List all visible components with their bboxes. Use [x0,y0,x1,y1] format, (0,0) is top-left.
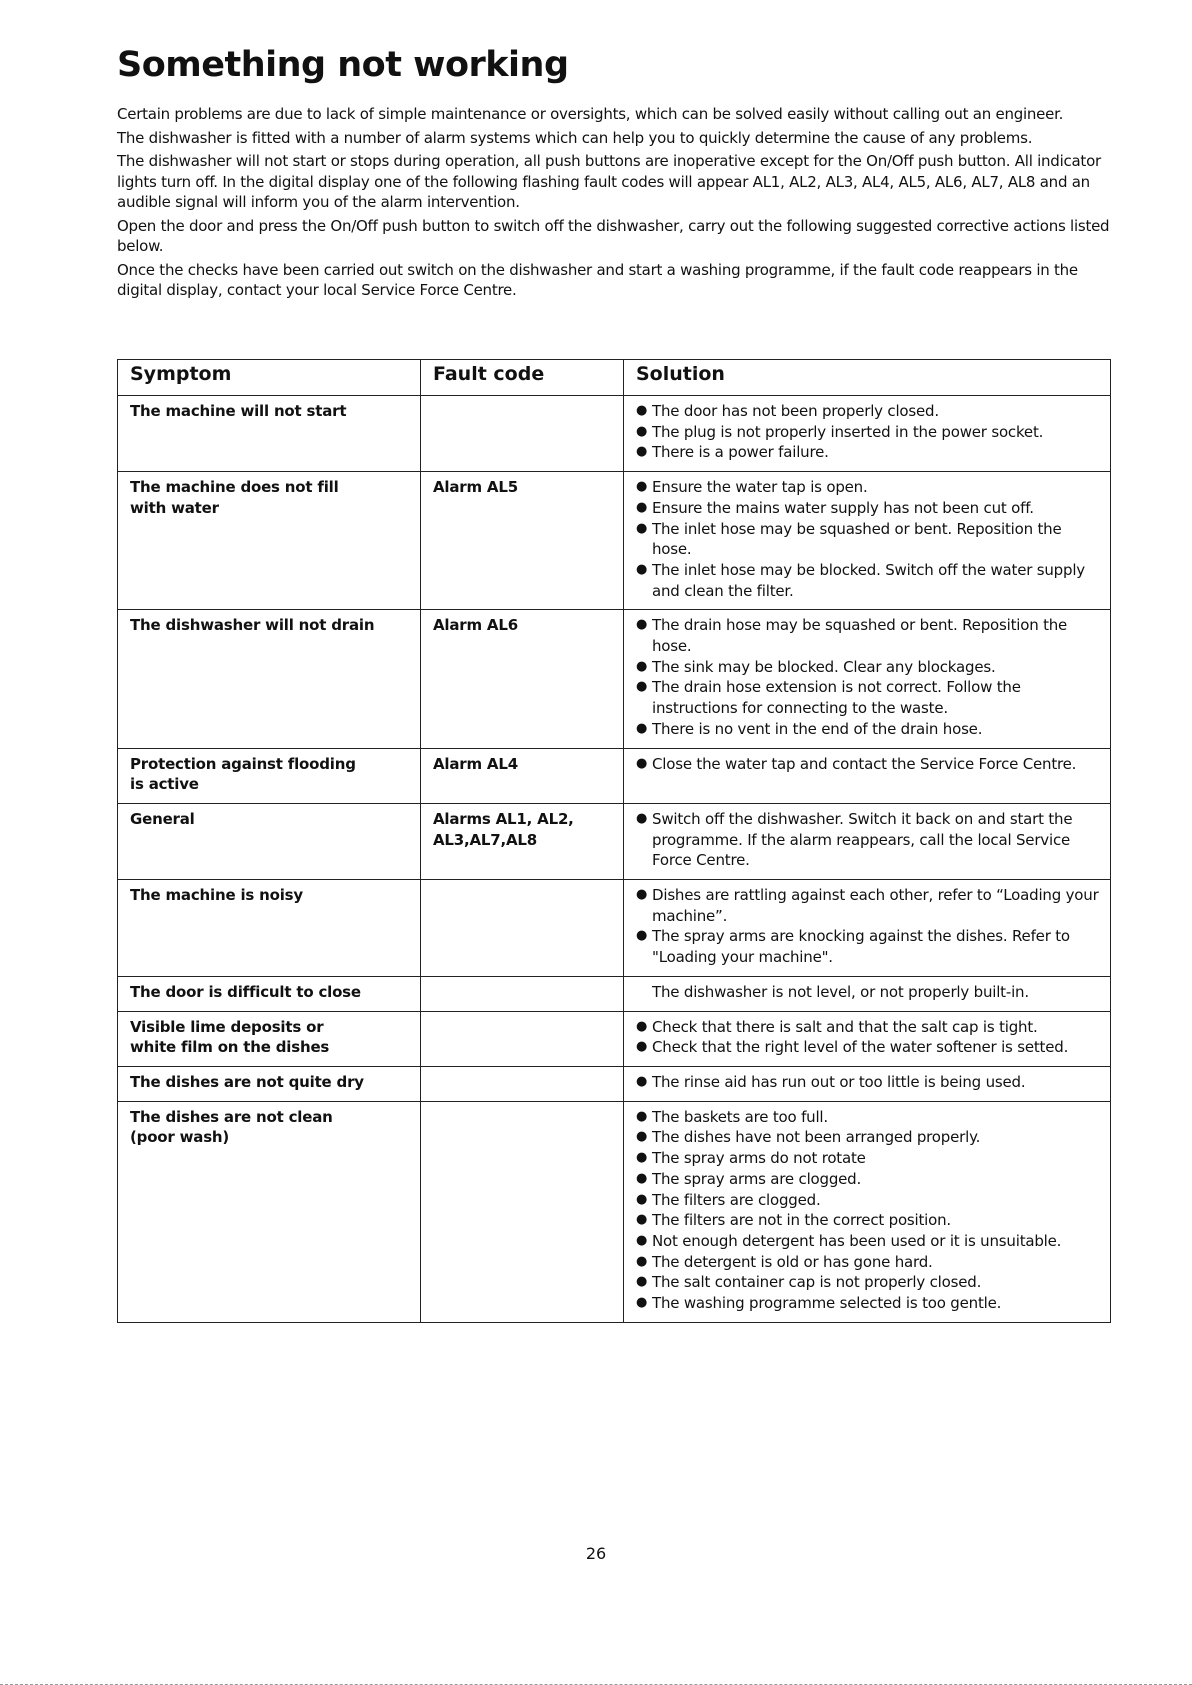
solution-cell [624,976,1111,1011]
list-item [636,1252,1104,1273]
solution-text: The drain hose extension is not correct. Follow the instructions for connecting to the waste. [652,678,1021,718]
solution-list [636,809,1104,871]
solution-text: The rinse aid has run out or too little is being used. [652,1072,1026,1091]
bullet-icon: ● [636,1108,648,1124]
fault-code-cell [421,976,624,1011]
bullet-icon: ● [636,720,648,736]
solution-cell [624,396,1111,472]
list-item [636,1072,1104,1093]
solution-text: The door has not been properly closed. [652,402,939,420]
solution-text: The filters are not in the correct position. [652,1211,952,1230]
solution-text: Ensure the mains water supply has not been cut off. [652,498,1034,517]
solution-text: The dishes have not been arranged properly. [652,1128,981,1147]
bullet-icon: ● [636,810,648,826]
list-item [636,754,1104,775]
list-item [636,442,1104,463]
solution-list [636,477,1104,601]
table-header-row [118,360,1111,396]
bullet-icon: ● [636,403,648,418]
table-row [118,880,1111,977]
solution-cell [624,803,1111,879]
symptom-text: The machine does not fill [130,478,339,497]
page [117,44,1110,1313]
solution-list [636,401,1104,463]
solution-text: The spray arms do not rotate [652,1149,866,1168]
symptom-text: Visible lime deposits or [130,1017,324,1036]
solution-text: Check that there is salt and that the salt cap is tight. [652,1017,1038,1036]
solution-list [636,885,1104,968]
fault-code-text: Alarm AL4 [433,754,518,773]
solution-text: Switch off the dishwasher. Switch it back on and start the programme. If the alarm reappears, call the local Service Force Centre. [652,809,1073,870]
solution-list [636,1017,1104,1058]
symptom-text: white film on the dishes [130,1038,330,1057]
fault-code-text: AL3,AL7,AL8 [433,830,538,849]
solution-text: Ensure the water tap is open. [652,478,868,497]
column-header-fault-code: Fault code [421,360,624,396]
solution-cell [624,472,1111,610]
list-item [636,719,1104,740]
bullet-icon: ● [636,1274,648,1290]
bullet-icon: ● [636,1018,648,1034]
fault-code-cell [421,748,624,803]
solution-text: The inlet hose may be blocked. Switch off the water supply and clean the filter. [652,560,1085,600]
list-item [636,657,1104,678]
list-item [636,1210,1104,1231]
table-row [118,748,1111,803]
solution-text: The drain hose may be squashed or bent. Reposition the hose. [652,616,1068,656]
bullet-icon: ● [636,1191,648,1207]
solution-text: The salt container cap is not properly closed. [652,1273,982,1292]
list-item [636,926,1104,967]
list-item [636,1272,1104,1293]
symptom-text: The dishwasher will not drain [130,616,375,635]
solution-cell [624,1101,1111,1322]
fault-code-text: Alarm AL6 [433,616,518,635]
list-item [636,519,1104,560]
solution-cell [624,1011,1111,1066]
troubleshooting-table [117,359,1111,1323]
symptom-cell [118,976,421,1011]
solution-text: The filters are clogged. [652,1190,821,1209]
symptom-text: The dishes are not quite dry [130,1072,364,1091]
solution-text: Dishes are rattling against each other, refer to “Loading your machine”. [652,886,1099,925]
list-item [636,560,1104,601]
symptom-cell [118,610,421,748]
bullet-icon: ● [636,479,648,495]
fault-code-cell [421,1101,624,1322]
solution-text: The baskets are too full. [652,1107,828,1126]
table-row [118,1101,1111,1322]
fault-code-text: Alarms AL1, AL2, [433,809,574,828]
bullet-icon: ● [636,1212,648,1228]
column-header-solution: Solution [624,360,1111,396]
table-body [118,396,1111,1323]
symptom-text: General [130,809,195,828]
solution-list [636,1072,1104,1093]
fault-code-cell [421,1011,624,1066]
bullet-icon: ● [636,1073,648,1089]
intro-paragraph: The dishwasher is fitted with a number of alarm systems which can help you to quickly determine the cause of any problems. [117,128,1033,147]
page-title: Something not working [117,45,569,85]
solution-text: The dishwasher is not level, or not properly built-in. [652,982,1029,1001]
bullet-icon: ● [636,1170,648,1186]
solution-cell [624,748,1111,803]
bullet-icon: ● [636,887,648,903]
intro-text [117,104,1110,301]
table-row [118,1011,1111,1066]
solution-text: The plug is not properly inserted in the power socket. [652,422,1044,441]
solution-text: Check that the right level of the water softener is setted. [652,1038,1069,1057]
fault-code-cell [421,396,624,472]
bullet-icon: ● [636,1039,648,1055]
list-item [636,1037,1104,1058]
list-item [636,1017,1104,1038]
fault-code-cell [421,1066,624,1101]
bullet-icon: ● [636,928,648,944]
symptom-text: Protection against flooding [130,754,356,773]
symptom-text: (poor wash) [130,1128,230,1147]
list-item [636,1190,1104,1211]
list-item [636,1127,1104,1148]
list-item [636,401,1104,422]
list-item [636,809,1104,871]
solution-text: Not enough detergent has been used or it is unsuitable. [652,1231,1062,1250]
column-header-symptom: Symptom [118,360,421,396]
fault-code-text: Alarm AL5 [433,478,518,497]
bullet-icon: ● [636,1129,648,1145]
solution-cell [624,610,1111,748]
solution-text: The sink may be blocked. Clear any blockages. [652,657,996,676]
table-row [118,610,1111,748]
list-item [636,1293,1104,1314]
symptom-cell [118,396,421,472]
list-item [636,615,1104,656]
list-item [636,477,1104,498]
list-item [636,498,1104,519]
solution-text: There is a power failure. [652,443,829,462]
bullet-icon: ● [636,1232,648,1248]
symptom-text: is active [130,775,199,794]
page-number: 26 [585,1544,607,1563]
bullet-icon: ● [636,499,648,515]
symptom-cell [118,1101,421,1322]
intro-paragraph: Certain problems are due to lack of simple maintenance or oversights, which can be solved easily without calling out an engineer. [117,105,1064,123]
solution-text: There is no vent in the end of the drain hose. [652,719,983,738]
solution-text: Close the water tap and contact the Service Force Centre. [652,754,1077,773]
symptom-text: The machine is noisy [130,886,303,905]
solution-text: The spray arms are knocking against the dishes. Refer to "Loading your machine". [652,927,1070,967]
symptom-cell [118,880,421,977]
table-row [118,1066,1111,1101]
symptom-cell [118,748,421,803]
solution-list [636,754,1104,775]
fault-code-cell [421,472,624,610]
bullet-icon: ● [636,520,648,536]
solution-text: The detergent is old or has gone hard. [652,1252,933,1271]
symptom-cell [118,472,421,610]
bullet-icon: ● [636,561,648,577]
intro-paragraph: Open the door and press the On/Off push button to switch off the dishwasher, carry out the following suggested corrective actions listed below. [117,216,1110,255]
list-item [636,1107,1104,1128]
solution-list [636,1107,1104,1314]
table-row [118,803,1111,879]
solution-list [636,615,1104,739]
bullet-icon: ● [636,679,648,695]
table-row [118,472,1111,610]
fault-code-cell [421,880,624,977]
fault-code-cell [421,610,624,748]
table-row [118,396,1111,472]
bullet-icon: ● [636,1253,648,1269]
symptom-text: The machine will not start [130,402,347,420]
intro-paragraph: The dishwasher will not start or stops during operation, all push buttons are inoperative except for the On/Off push button. All indicator lights turn off. In the digital display one of the following flashing fault codes will appear AL1, AL2, AL3, AL4, AL5, AL6, AL7, AL8 and an audible signal will inform you of the alarm intervention. [117,152,1101,211]
list-item [636,885,1104,926]
solution-cell [624,880,1111,977]
list-item [636,1169,1104,1190]
bullet-icon: ● [636,617,648,633]
symptom-cell [118,1066,421,1101]
list-item [636,1148,1104,1169]
solution-cell [624,1066,1111,1101]
bullet-icon: ● [636,755,648,771]
intro-paragraph: Once the checks have been carried out switch on the dishwasher and start a washing programme, if the fault code reappears in the digital display, contact your local Service Force Centre. [117,260,1078,299]
solution-text: The washing programme selected is too gentle. [652,1294,1002,1313]
symptom-text: with water [130,498,219,517]
bullet-icon: ● [636,658,648,674]
bullet-icon: ● [636,1150,648,1166]
symptom-text: The door is difficult to close [130,982,361,1001]
table-row [118,976,1111,1011]
bullet-icon: ● [636,423,648,439]
symptom-cell [118,1011,421,1066]
bullet-icon: ● [636,1295,648,1311]
list-item [636,1231,1104,1252]
fault-code-cell [421,803,624,879]
symptom-text: The dishes are not clean [130,1107,333,1126]
list-item [636,422,1104,443]
symptom-cell [118,803,421,879]
bullet-icon: ● [636,444,648,460]
solution-text: The inlet hose may be squashed or bent. Reposition the hose. [652,519,1062,559]
solution-text: The spray arms are clogged. [652,1169,862,1188]
list-item [636,677,1104,718]
